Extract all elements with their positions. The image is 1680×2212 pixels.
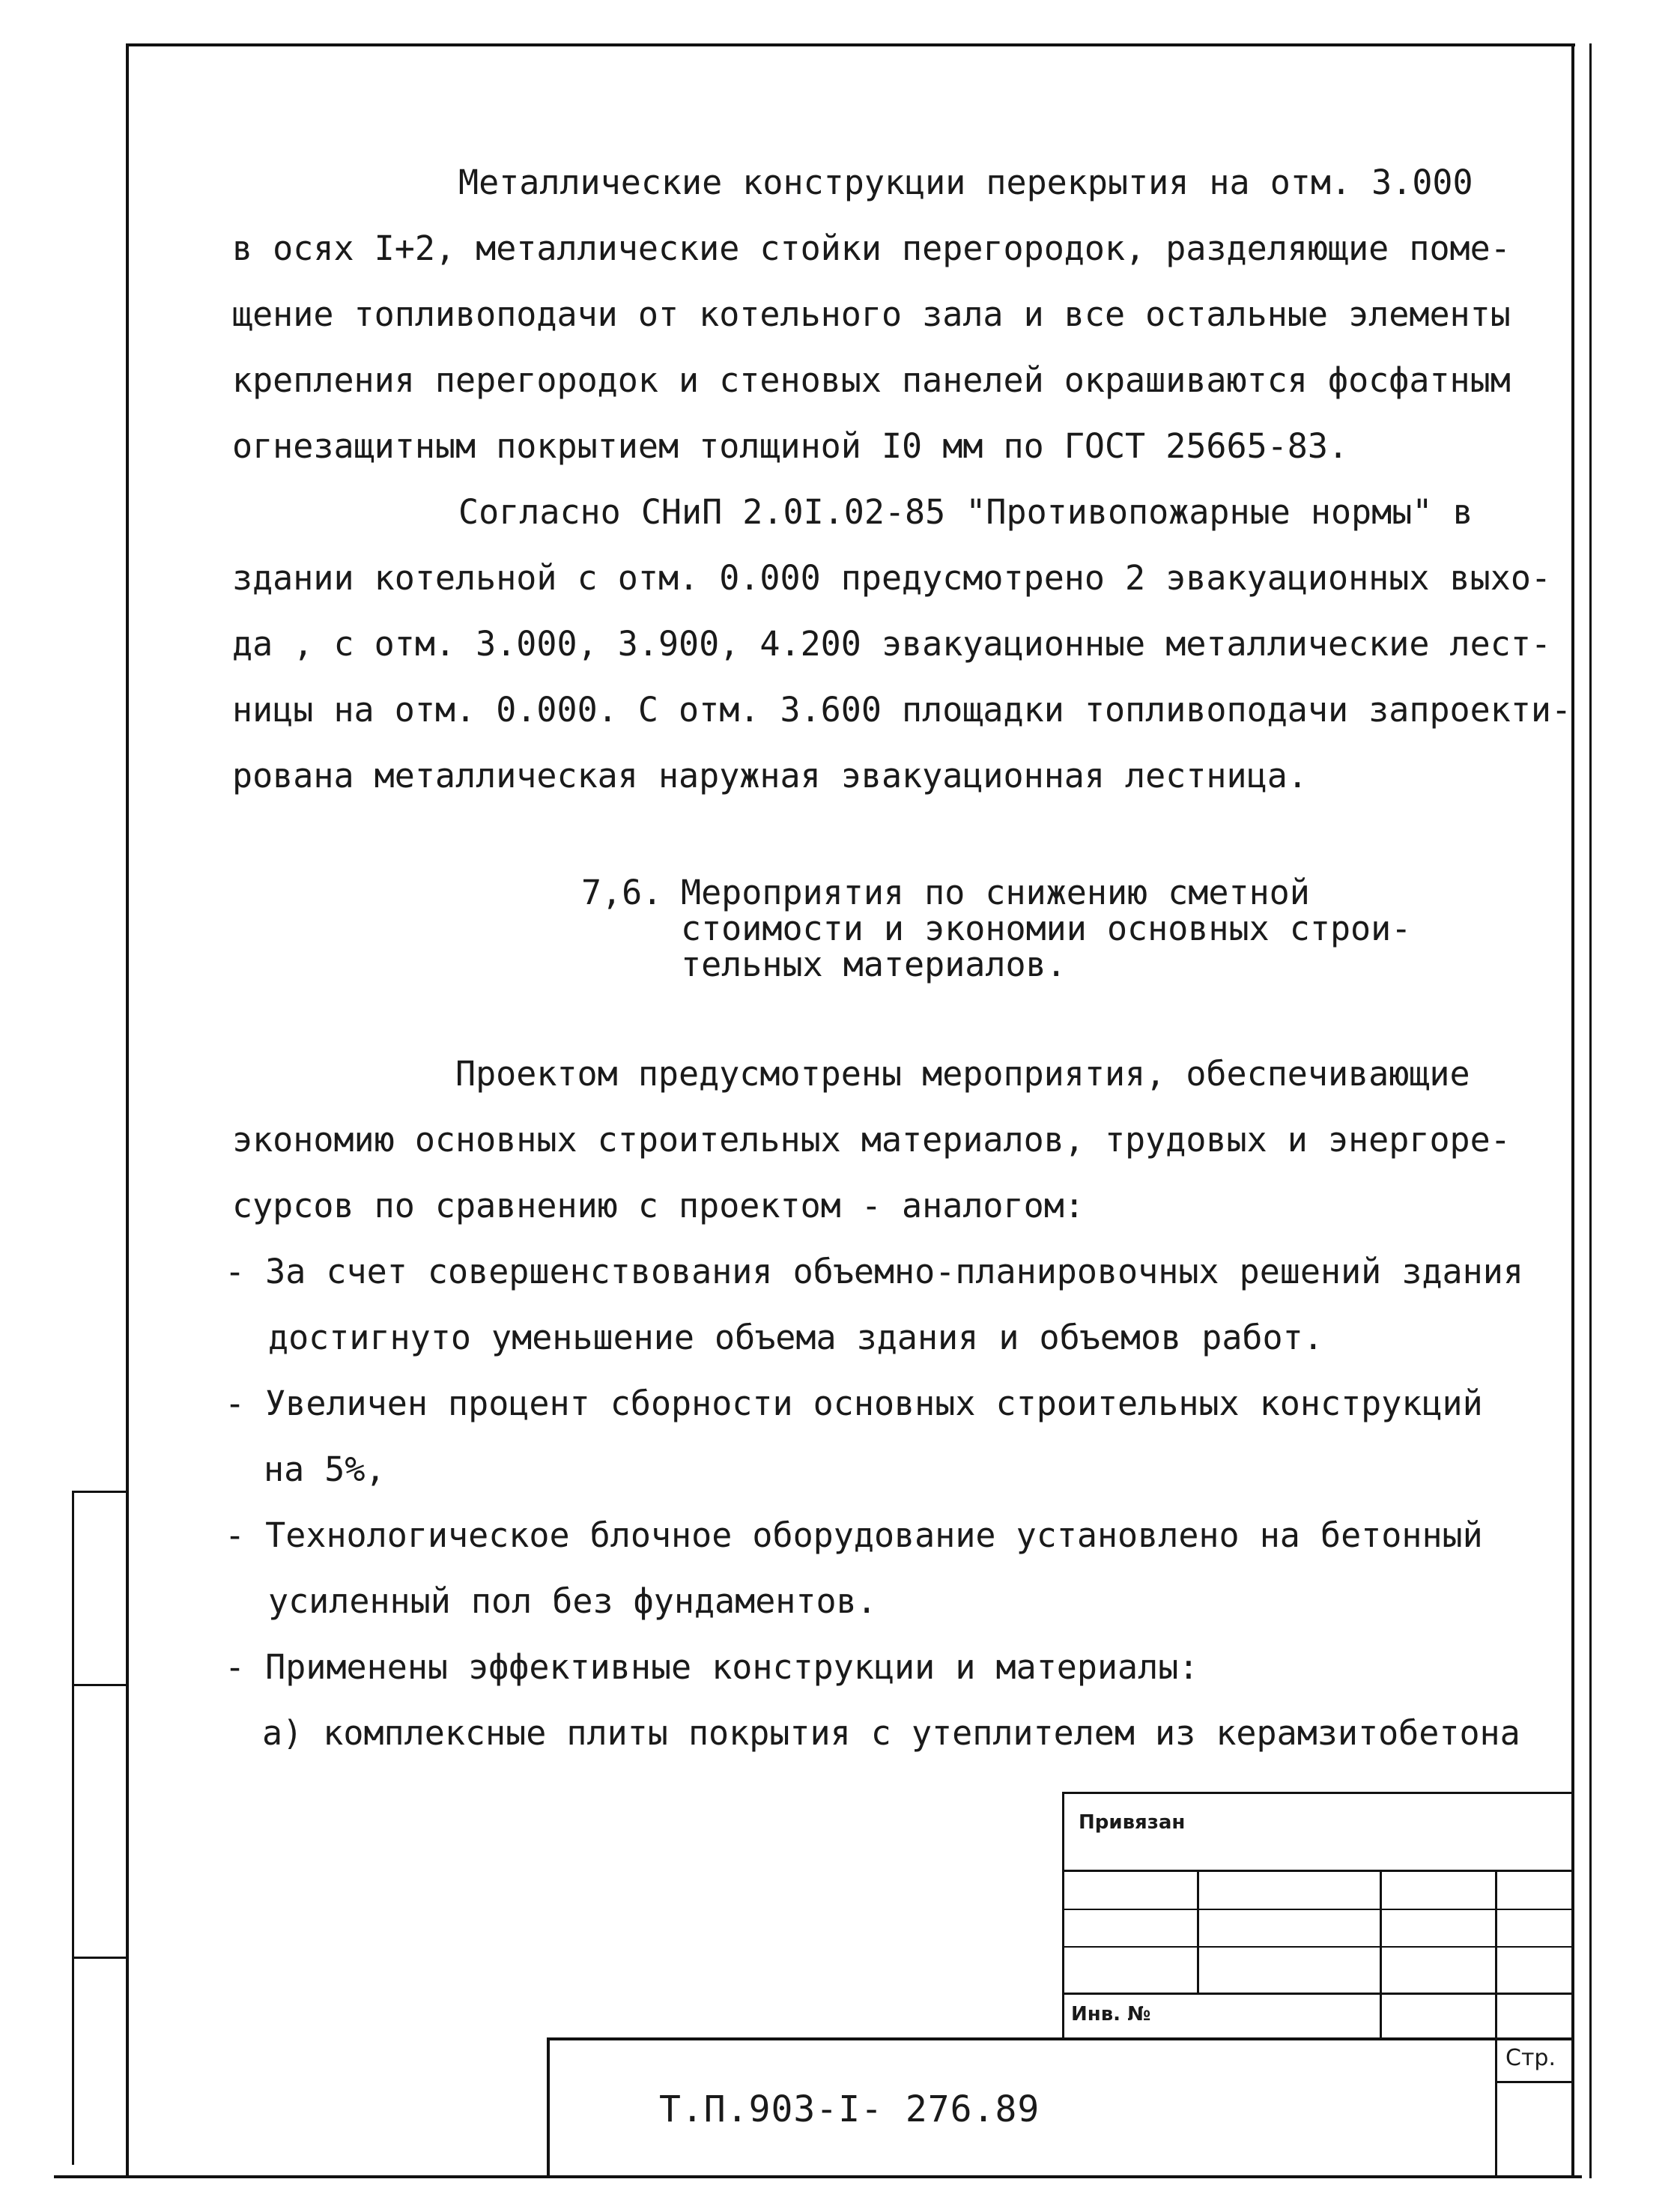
list-item: - Применены эффективные конструкции и материалы: (225, 1647, 1199, 1687)
stamp-line (1197, 1870, 1199, 1994)
list-item-continuation: а) комплексные плиты покрытия с утеплителем из керамзитобетона (262, 1713, 1520, 1753)
section-title-line: стоимости и экономии основных строи- (681, 909, 1412, 948)
frame-left (126, 43, 129, 2178)
frame-top (126, 43, 1575, 46)
stamp-line (1495, 2081, 1573, 2083)
paragraph-1 (232, 150, 1511, 479)
section-number: 7,6. (581, 873, 663, 912)
text-line: ницы на отм. 0.000. С отм. 3.600 площадки топливоподачи запроекти- (232, 690, 1572, 730)
list-item-continuation: достигнуто уменьшение объема здания и объемов работ. (268, 1318, 1323, 1357)
text-line: здании котельной с отм. 0.000 предусмотрено 2 эвакуационных выхо- (232, 558, 1551, 598)
text-line: Проектом предусмотрены мероприятия, обеспечивающие (455, 1054, 1470, 1094)
list-item-continuation: усиленный пол без фундаментов. (268, 1581, 877, 1621)
text-line: огнезащитным покрытием толщиной I0 мм по ГОСТ 25665-83. (232, 426, 1349, 466)
margin-mark (72, 1684, 127, 1686)
page-label: Стр. (1505, 2045, 1556, 2071)
text-line: рована металлическая наружная эвакуационная лестница. (232, 756, 1308, 796)
document-number: Т.П.903-I- 276.89 (659, 2088, 1040, 2130)
section-title-line: Мероприятия по снижению сметной (681, 873, 1310, 912)
text-line: Согласно СНиП 2.0I.02-85 "Противопожарные нормы" в (458, 492, 1473, 532)
frame-right-outer (1589, 43, 1592, 2178)
tied-label: Привязан (1079, 1811, 1186, 1834)
frame-bottom (54, 2175, 1582, 2178)
text-line: да , с отм. 3.000, 3.900, 4.200 эвакуационные металлические лест- (232, 624, 1551, 664)
margin-mark (72, 1491, 127, 1493)
list-item: - За счет совершенствования объемно-планировочных решений здания (225, 1252, 1523, 1291)
text-line: щение топливоподачи от котельного зала и все остальные элементы (232, 294, 1511, 334)
paragraph-3 (232, 1041, 1511, 1239)
list-item: - Технологическое блочное оборудование установлено на бетонный (225, 1515, 1483, 1555)
stamp-line (1380, 1870, 1382, 2039)
text-line: крепления перегородок и стеновых панелей окрашиваются фосфатным (232, 360, 1511, 400)
stamp-line (547, 2037, 550, 2178)
stamp-line (1062, 1792, 1064, 2039)
inventory-number-label: Инв. № (1071, 2003, 1151, 2025)
frame-right (1571, 43, 1574, 2178)
paragraph-2 (232, 479, 1571, 809)
text-line: Металлические конструкции перекрытия на отм. 3.000 (458, 163, 1473, 202)
text-line: экономию основных строительных материалов, трудовых и энергоре- (232, 1120, 1511, 1160)
text-line: в осях I+2, металлические стойки перегородок, разделяющие поме- (232, 228, 1511, 268)
margin-mark (72, 1957, 127, 1959)
stamp-line (547, 2037, 1573, 2040)
list-item-continuation: на 5%, (264, 1449, 386, 1489)
stamp-line (1062, 1792, 1573, 1794)
measures-list (225, 1239, 1523, 1766)
margin-mark (72, 1491, 74, 2165)
section-title-line: тельных материалов. (681, 945, 1067, 984)
section-heading (581, 875, 1480, 987)
list-item: - Увеличен процент сборности основных строительных конструкций (225, 1384, 1483, 1423)
text-line: сурсов по сравнению с проектом - аналогом: (232, 1186, 1085, 1225)
stamp-line (1495, 1870, 1497, 2178)
